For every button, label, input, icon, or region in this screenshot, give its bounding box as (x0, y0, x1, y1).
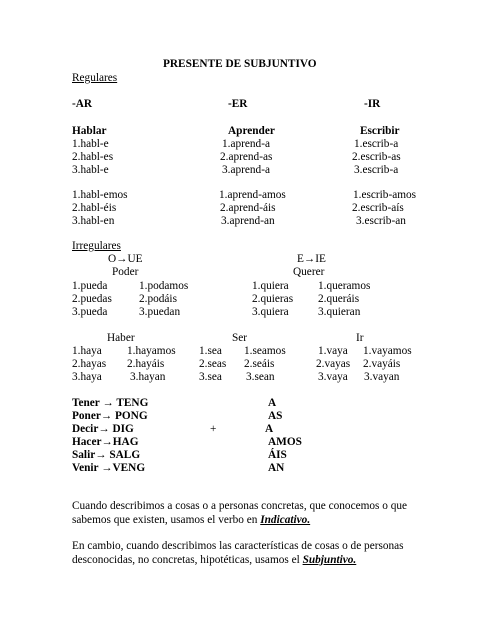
verb-haber: Haber (107, 332, 135, 344)
ending-item: A (268, 397, 277, 409)
ending-ir: -IR (364, 98, 381, 110)
verb-escribir: Escribir (360, 125, 400, 137)
querer-form: 2.queráis (318, 293, 360, 305)
ending-ar: -AR (72, 98, 93, 110)
ir-form: 2.vayas (316, 358, 351, 370)
haber-form: 1.haya (72, 345, 102, 357)
conj-ir: 3.escrib-an (356, 215, 406, 227)
conj-ar: 1.habl-e (72, 138, 109, 150)
poder-form: 3.pueda (72, 306, 108, 318)
poder-form: 1.podamos (139, 280, 189, 292)
verb-poder: Poder (112, 266, 139, 278)
ser-form: 2.seáis (244, 358, 275, 370)
paragraph-text: Cuando describimos a cosas o a personas concretas, que conocemos o que sabemos que existen, usamos el verbo en (72, 500, 408, 526)
haber-form: 1.hayamos (127, 345, 176, 357)
ir-form: 1.vaya (318, 345, 348, 357)
stem-item: Tener → TENG (72, 397, 149, 409)
conj-ar: 1.habl-emos (72, 189, 128, 201)
querer-form: 1.quiera (252, 280, 289, 292)
conj-er: 3.aprend-a (222, 164, 270, 176)
poder-form: 2.puedas (72, 293, 112, 305)
querer-form: 3.quieran (318, 306, 361, 318)
conj-er: 3.aprend-an (221, 215, 275, 227)
ser-form: 3.sea (199, 371, 222, 383)
conj-ar: 2.habl-éis (72, 202, 117, 214)
page-title: PRESENTE DE SUBJUNTIVO (163, 58, 317, 70)
haber-form: 3.hayan (130, 371, 166, 383)
regulares-heading: Regulares (72, 72, 118, 84)
stem-item: Venir →VENG (72, 462, 146, 474)
ir-form: 3.vayan (364, 371, 400, 383)
conj-er: 2.aprend-áis (220, 202, 276, 214)
conj-ar: 3.habl-e (72, 164, 109, 176)
querer-form: 1.queramos (318, 280, 371, 292)
conj-ir: 2.escrib-aís (352, 202, 404, 214)
plus-sign: + (210, 423, 217, 435)
verb-ser: Ser (232, 332, 248, 344)
conj-ar: 2.habl-es (72, 151, 114, 163)
term-subjuntivo: Subjuntivo. (302, 553, 357, 566)
conj-ir: 2.escrib-as (352, 151, 401, 163)
querer-form: 2.quieras (252, 293, 294, 305)
ir-form: 2.vayáis (363, 358, 401, 370)
paragraph-subjuntivo (72, 540, 432, 567)
change-e-ie: E→IE (297, 253, 326, 265)
ir-form: 1.vayamos (363, 345, 412, 357)
haber-form: 2.hayáis (127, 358, 165, 370)
term-indicativo: Indicativo. (260, 513, 311, 526)
stem-item: Decir→ DIG (72, 423, 134, 435)
conj-er: 1.aprend-a (222, 138, 270, 150)
ending-item: A (265, 423, 274, 435)
ending-item: AMOS (268, 436, 302, 448)
poder-form: 2.podáis (139, 293, 177, 305)
stem-item: Poner→ PONG (72, 410, 148, 422)
haber-form: 2.hayas (72, 358, 107, 370)
ending-er: -ER (228, 98, 248, 110)
ser-form: 1.seamos (244, 345, 286, 357)
ser-form: 1.sea (199, 345, 222, 357)
ir-form: 3.vaya (318, 371, 348, 383)
paragraph-text: En cambio, cuando describimos las características de cosas o de personas desconocidas, no concretas, hipotéticas, usamos el (72, 540, 404, 566)
verb-querer: Querer (293, 266, 325, 278)
conj-ar: 3.habl-en (72, 215, 115, 227)
querer-form: 3.quiera (252, 306, 289, 318)
ser-form: 2.seas (199, 358, 227, 370)
ending-item: AS (268, 410, 283, 422)
irregulares-heading: Irregulares (72, 240, 121, 252)
poder-form: 1.pueda (72, 280, 108, 292)
haber-form: 3.haya (72, 371, 102, 383)
ending-item: AN (268, 462, 285, 474)
stem-item: Hacer→HAG (72, 436, 139, 448)
stem-item: Salir→ SALG (72, 449, 141, 461)
ser-form: 3.sean (246, 371, 275, 383)
verb-ir: Ir (356, 332, 364, 344)
ending-item: ÁIS (268, 449, 287, 461)
conj-er: 1.aprend-amos (219, 189, 286, 201)
change-o-ue: O→UE (108, 253, 143, 265)
verb-aprender: Aprender (228, 125, 275, 137)
conj-er: 2.aprend-as (220, 151, 273, 163)
conj-ir: 3.escrib-a (354, 164, 399, 176)
conj-ir: 1.escrib-a (354, 138, 399, 150)
verb-hablar: Hablar (72, 125, 107, 137)
poder-form: 3.puedan (139, 306, 181, 318)
conj-ir: 1.escrib-amos (353, 189, 417, 201)
paragraph-indicativo (72, 500, 432, 527)
